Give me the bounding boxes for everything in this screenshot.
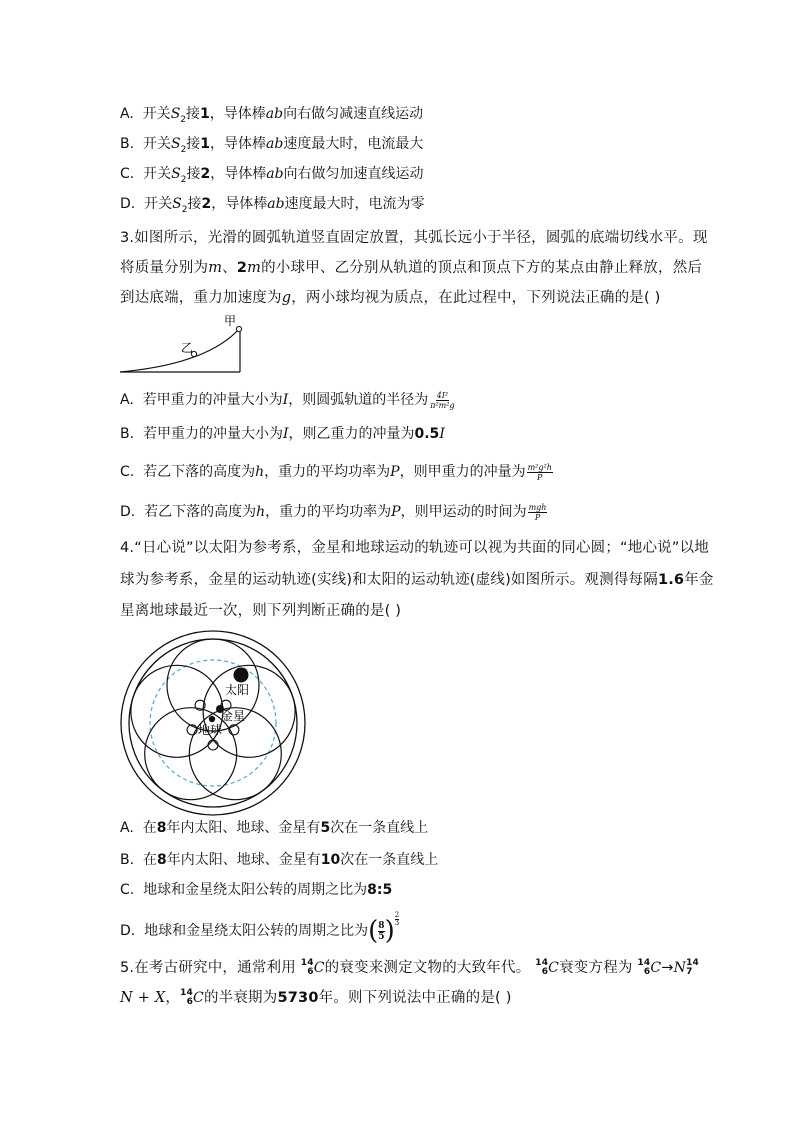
- symbol: C: [650, 960, 662, 976]
- option-label: A.: [120, 392, 134, 408]
- fraction: [527, 463, 553, 482]
- symbol: C: [193, 990, 204, 1006]
- option-text: 开关: [142, 136, 171, 152]
- q3-text: 的小球甲、乙分别从轨道的顶点和顶点下方的某点由静止释放，然后: [261, 260, 703, 276]
- option-text: 年内太阳、地球、金星有: [166, 852, 321, 868]
- atomic-number: 6: [643, 967, 651, 977]
- power-expression: ( $\frac{8}{5}$ ) $\frac{2}{3}$: [368, 911, 400, 946]
- var-I: I: [439, 426, 445, 442]
- option-text: 地球和金星绕太阳公转的周期之比为: [143, 882, 368, 898]
- label-yi: 乙: [181, 341, 194, 355]
- var-ab: ab: [266, 136, 284, 152]
- numerator: 8: [378, 920, 385, 931]
- q4-text: 球为参考系，金星的运动轨迹(实线)和太阳的运动轨迹(虚线)如图所示。观测得每隔: [120, 572, 658, 588]
- q3-text: 、: [222, 260, 237, 276]
- q5-text: 衰变方程为: [559, 960, 638, 976]
- option-text: ，重力的平均功率为: [265, 504, 392, 520]
- option-label: D.: [120, 504, 136, 520]
- value: 1: [200, 136, 211, 152]
- var-ab: ab: [265, 106, 284, 122]
- subscript: 2: [180, 144, 187, 155]
- mass-number: 14: [535, 958, 549, 968]
- value: 0.5: [414, 426, 440, 442]
- option-text: ，导体棒: [209, 106, 266, 122]
- option-text: 接: [187, 196, 202, 212]
- value: 5730: [277, 990, 319, 1006]
- q5-text: ，: [165, 990, 181, 1006]
- value: 8: [156, 852, 167, 868]
- denominator: 5: [378, 931, 385, 942]
- option-text: ，导体棒: [210, 136, 267, 152]
- nuclide-c14: [535, 958, 559, 978]
- label-sun: 太阳: [225, 683, 250, 697]
- q3-text: 将质量分别为: [120, 260, 209, 276]
- q3-option-a[interactable]: [120, 390, 456, 410]
- var-P: P: [391, 504, 401, 520]
- var-I: I: [282, 426, 289, 442]
- venus-retro-loop: [208, 740, 218, 750]
- option-label: A.: [120, 106, 134, 122]
- q3-text: 到达底端，重力加速度为: [120, 290, 282, 306]
- var-I: I: [282, 392, 289, 408]
- option-text: 接: [186, 106, 201, 122]
- var-m: m: [247, 260, 262, 276]
- option-text: 接: [186, 136, 201, 152]
- q3-stem-line2: [120, 258, 702, 278]
- option-text: 向右做匀加速直线运动: [283, 166, 424, 182]
- option-text: 若乙下落的高度为: [144, 504, 257, 520]
- q3-stem-line3: [120, 288, 661, 308]
- atomic-number: 6: [541, 967, 549, 977]
- numerator: mgh: [528, 502, 547, 512]
- label-venus: 金星: [221, 709, 246, 723]
- atomic-number: 6: [186, 997, 194, 1007]
- option-text: 开关: [143, 166, 172, 182]
- option-text: 地球和金星绕太阳公转的周期之比为: [144, 923, 369, 939]
- option-text: ，则圆弧轨道的半径为: [288, 392, 429, 408]
- option-text: 向右做匀减速直线运动: [283, 106, 424, 122]
- value: 2: [200, 166, 211, 182]
- option-text: 在: [142, 820, 157, 836]
- sun-dot: [234, 668, 249, 683]
- option-text: 接: [186, 166, 201, 182]
- option-text: ，则甲运动的时间为: [400, 504, 527, 520]
- var-h: h: [256, 504, 266, 520]
- option-text: ，则乙重力的冲量为: [288, 426, 415, 442]
- exponent: [395, 912, 399, 927]
- denominator: π²m²g: [430, 400, 455, 410]
- var-ab: ab: [267, 196, 285, 212]
- q4-orbit-figure: [118, 628, 308, 818]
- q2-option-c[interactable]: [120, 164, 424, 190]
- option-text: ，重力的平均功率为: [264, 464, 391, 480]
- q3-stem-line1: 3.如图所示，光滑的圆弧轨道竖直固定放置，其弧长远小于半径，圆弧的底端切线水平。现: [120, 230, 708, 246]
- numerator: m²g²h: [527, 462, 552, 472]
- subscript: 2: [180, 174, 187, 185]
- option-text: 次在一条直线上: [340, 852, 439, 868]
- option-label: C.: [120, 166, 135, 182]
- q4-option-b[interactable]: [120, 850, 438, 870]
- option-text: ，导体棒: [210, 166, 267, 182]
- symbol: C: [313, 960, 325, 976]
- atomic-number: 6: [307, 967, 314, 977]
- option-text: 速度最大时，电流为零: [284, 196, 425, 212]
- subscript: 2: [180, 114, 187, 125]
- option-label: C.: [120, 464, 135, 480]
- mass-number: 14: [637, 958, 651, 968]
- mass-number: 14: [686, 958, 700, 968]
- nuclide-c14: [637, 958, 661, 978]
- var-S: S: [170, 106, 181, 122]
- option-text: 开关: [144, 196, 173, 212]
- mass-number: 14: [300, 958, 314, 968]
- option-text: 若乙下落的高度为: [143, 464, 256, 480]
- arrow: →: [661, 960, 674, 976]
- var-P: P: [390, 464, 400, 480]
- symbol: C: [548, 960, 560, 976]
- q4-text: 年金: [684, 572, 714, 588]
- nuclide-c14: [180, 988, 204, 1008]
- option-text: 开关: [142, 106, 171, 122]
- value: 2: [201, 196, 212, 212]
- label-earth: 地球: [198, 723, 223, 737]
- atomic-number: 7: [686, 967, 693, 977]
- var-S: S: [170, 136, 181, 152]
- q5-text: 年。则下列说法中正确的是( ): [318, 990, 512, 1006]
- q2-option-d[interactable]: [120, 194, 425, 220]
- q4-option-d[interactable]: [120, 911, 400, 946]
- var-h: h: [255, 464, 265, 480]
- option-label: A.: [120, 820, 134, 836]
- option-text: 年内太阳、地球、金星有: [166, 820, 321, 836]
- option-text: 速度最大时，电流最大: [283, 136, 424, 152]
- nuclide-c14: [301, 958, 325, 978]
- exp-denominator: 3: [394, 919, 400, 927]
- q3-option-c[interactable]: [120, 462, 553, 482]
- value: 8:5: [367, 882, 393, 898]
- q4-option-a[interactable]: [120, 818, 428, 838]
- option-label: B.: [120, 426, 135, 442]
- q3-arc-track-figure: [118, 312, 248, 378]
- q5-stem-line1: [120, 958, 699, 978]
- option-label: B.: [120, 136, 135, 152]
- symbol: N: [673, 960, 687, 976]
- value: 10: [320, 852, 341, 868]
- option-text: ，导体棒: [211, 196, 268, 212]
- denominator: P: [534, 512, 541, 522]
- value: 5: [320, 820, 331, 836]
- q2-option-a[interactable]: [120, 104, 423, 130]
- option-label: D.: [120, 923, 136, 939]
- nuclide-n14: [674, 958, 699, 978]
- option-text: 若甲重力的冲量大小为: [142, 426, 283, 442]
- value: 1.6: [657, 572, 685, 588]
- earth-dot: [209, 716, 215, 722]
- q4-stem-line1: 4.“日心说”以太阳为参考系，金星和地球运动的轨迹可以视为共面的同心圆；“地心说”以地: [120, 540, 709, 556]
- q5-text: 的半衰期为: [203, 990, 278, 1006]
- denominator: P: [537, 472, 543, 482]
- option-label: D.: [120, 196, 136, 212]
- q3-option-b[interactable]: [120, 424, 445, 444]
- q5-stem-line2: [120, 988, 512, 1008]
- fraction: [429, 391, 455, 410]
- q4-stem-line3: 星离地球最近一次，则下列判断正确的是( ): [120, 603, 402, 619]
- var-m: m: [208, 260, 223, 276]
- equation-part: N + X: [120, 990, 166, 1006]
- label-jia: 甲: [224, 314, 237, 328]
- value: 8: [156, 820, 167, 836]
- var-S: S: [171, 166, 181, 182]
- option-label: C.: [120, 882, 135, 898]
- option-text: ，则甲重力的冲量为: [399, 464, 526, 480]
- numerator: 4I²: [436, 390, 449, 400]
- q3-option-d[interactable]: [120, 502, 547, 522]
- option-text: 次在一条直线上: [330, 820, 429, 836]
- q2-option-b[interactable]: [120, 134, 423, 160]
- fraction: [528, 503, 548, 522]
- value: 1: [200, 106, 210, 122]
- option-label: B.: [120, 852, 135, 868]
- var-g: g: [281, 290, 292, 306]
- option-text: 若甲重力的冲量大小为: [142, 392, 283, 408]
- q4-stem-line2: [120, 570, 714, 590]
- var-ab: ab: [266, 166, 284, 182]
- option-text: 在: [142, 852, 157, 868]
- num-2: 2: [236, 260, 248, 276]
- q5-text: 5.在考古研究中，通常利用: [120, 960, 301, 976]
- subscript: 2: [181, 204, 188, 215]
- var-S: S: [172, 196, 182, 212]
- exp-numerator: 2: [394, 911, 400, 919]
- mass-number: 14: [180, 988, 194, 998]
- q3-text: ，两小球均视为质点，在此过程中，下列说法正确的是( ): [291, 290, 661, 306]
- q4-option-c[interactable]: [120, 880, 392, 900]
- q5-text: 的衰变来测定文物的大致年代。: [324, 960, 531, 976]
